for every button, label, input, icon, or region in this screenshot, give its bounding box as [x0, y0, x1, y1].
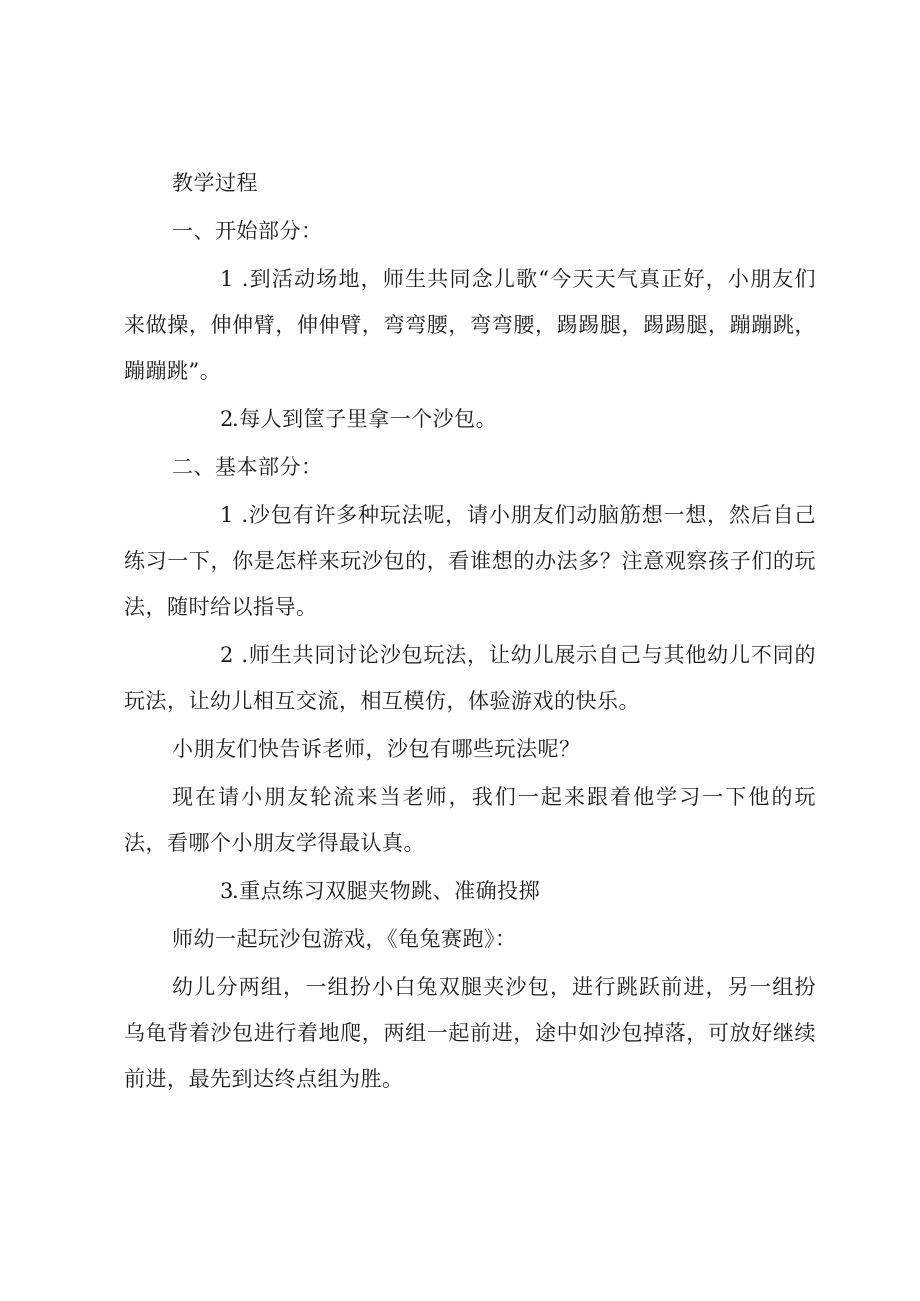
s1-item1-number: 1: [220, 267, 234, 291]
s2-item3-number: 3: [220, 879, 234, 903]
s1-item1: [124, 256, 816, 394]
section1-title: [124, 208, 816, 254]
game-text: 师幼一起玩沙包游戏，《龟兔赛跑》：: [172, 927, 517, 951]
s2-item1-text: .沙包有许多种玩法呢，请小朋友们动脑筋想一想，然后自己练习一下，你是怎样来玩沙包的，看谁想的办法多？注意观察孩子们的玩法，随时给以指导。: [124, 503, 816, 619]
section1-title-text: 一、开始部分：: [172, 219, 323, 243]
game-paragraph: [124, 916, 816, 962]
s2-item1-number: 1: [220, 503, 234, 527]
s2-item3-text: .重点练习双腿夹物跳、准确投掷: [232, 879, 541, 903]
section-heading: [124, 160, 816, 206]
rules-paragraph: [124, 964, 816, 1102]
s1-item2-number: 2: [220, 407, 234, 431]
section2-title: [124, 444, 816, 490]
teacher-paragraph: [124, 774, 816, 866]
s1-item2-text: .每人到筐子里拿一个沙包。: [232, 407, 498, 431]
document-body: [124, 160, 816, 1102]
s2-item1: [124, 492, 816, 630]
s2-item2: [124, 632, 816, 724]
question-text: 小朋友们快告诉老师，沙包有哪些玩法呢？: [172, 737, 581, 761]
s2-item3: [124, 868, 816, 914]
rules-text: 幼儿分两组，一组扮小白兔双腿夹沙包，进行跳跃前进，另一组扮乌龟背着沙包进行着地爬，两组一起前进，途中如沙包掉落，可放好继续前进，最先到达终点组为胜。: [124, 975, 816, 1091]
s2-item2-text: .师生共同讨论沙包玩法，让幼儿展示自己与其他幼儿不同的玩法，让幼儿相互交流，相互模仿，体验游戏的快乐。: [124, 643, 816, 713]
s2-item2-number: 2: [220, 643, 234, 667]
section2-title-text: 二、基本部分：: [172, 455, 323, 479]
s1-item2: [124, 396, 816, 442]
teacher-text: 现在请小朋友轮流来当老师，我们一起来跟着他学习一下他的玩法，看哪个小朋友学得最认真。: [124, 785, 816, 855]
heading-text: 教学过程: [172, 171, 258, 195]
s1-item1-text: .到活动场地，师生共同念儿歌“今天天气真正好，小朋友们来做操，伸伸臂，伸伸臂，弯弯腰，弯弯腰，踢踢腿，踢踢腿，蹦蹦跳，蹦蹦跳”。: [124, 267, 816, 383]
question-paragraph: [124, 726, 816, 772]
